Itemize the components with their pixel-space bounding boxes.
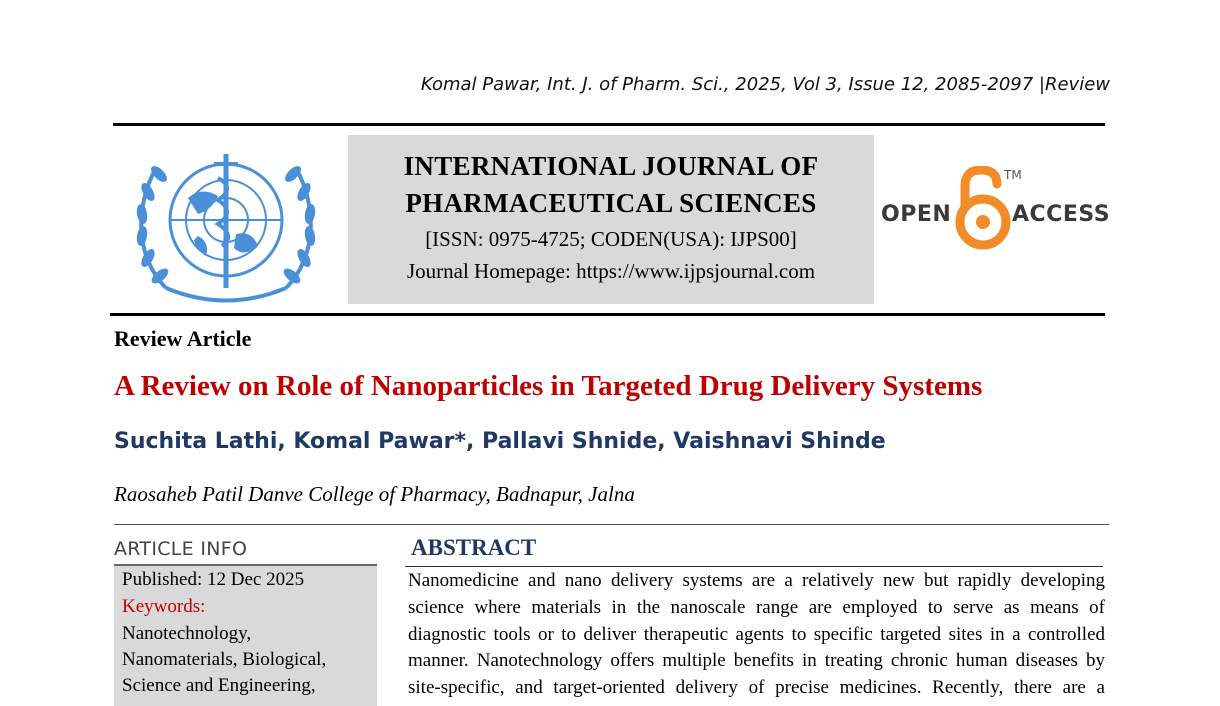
article-title: A Review on Role of Nanoparticles in Targeted Drug Delivery Systems [114, 370, 983, 402]
article-affiliation: Raosaheb Patil Danve College of Pharmacy, Badnapur, Jalna [114, 482, 635, 506]
article-type: Review Article [114, 326, 252, 351]
journal-emblem-icon [126, 138, 326, 306]
top-rule [113, 123, 1105, 126]
abstract-line: site-specific, and target-oriented delivery of precise medicines. Recently, there are a [408, 677, 1105, 698]
open-access-badge [878, 166, 1110, 250]
trademark-mark: TM [1004, 168, 1022, 182]
journal-masthead [348, 135, 874, 304]
keywords-label: Keywords: [122, 596, 206, 617]
article-info-heading: ARTICLE INFO [114, 538, 248, 560]
published-date: Published: 12 Dec 2025 [122, 569, 305, 590]
journal-name-line2: PHARMACEUTICAL SCIENCES [405, 188, 817, 218]
keyword-line: Science and Engineering, [122, 675, 316, 696]
citation-header: Komal Pawar, Int. J. of Pharm. Sci., 2025, Vol 3, Issue 12, 2085-2097 |Review [420, 74, 1110, 95]
article-authors: Suchita Lathi, Komal Pawar*, Pallavi Shnide, Vaishnavi Shinde [114, 429, 886, 454]
masthead-bottom-rule [110, 313, 1105, 316]
journal-name-line1: INTERNATIONAL JOURNAL OF [403, 151, 819, 181]
abstract-line: Nanomedicine and nano delivery systems are a relatively new but rapidly developing [408, 570, 1105, 591]
abstract-line: manner. Nanotechnology offers multiple benefits in treating chronic human diseases by [408, 650, 1105, 671]
journal-homepage-link[interactable]: Journal Homepage: https://www.ijpsjournal.com [406, 259, 816, 283]
abstract-rule [405, 566, 1103, 567]
keyword-line: Nanotechnology, [122, 623, 252, 644]
abstract-heading: ABSTRACT [411, 535, 537, 560]
open-access-open-text: OPEN [881, 202, 952, 227]
keyword-line: Nanomaterials, Biological, [122, 649, 327, 670]
journal-issn: [ISSN: 0975-4725; CODEN(USA): IJPS00] [425, 227, 797, 251]
section-divider [114, 524, 1109, 525]
open-access-access-text: ACCESS [1012, 202, 1111, 227]
abstract-line: science where materials in the nanoscale range are employed to serve as means of [408, 597, 1105, 618]
article-info-box [114, 566, 377, 706]
abstract-line: diagnostic tools or to deliver therapeutic agents to specific targeted sites in a controlled [408, 624, 1105, 645]
